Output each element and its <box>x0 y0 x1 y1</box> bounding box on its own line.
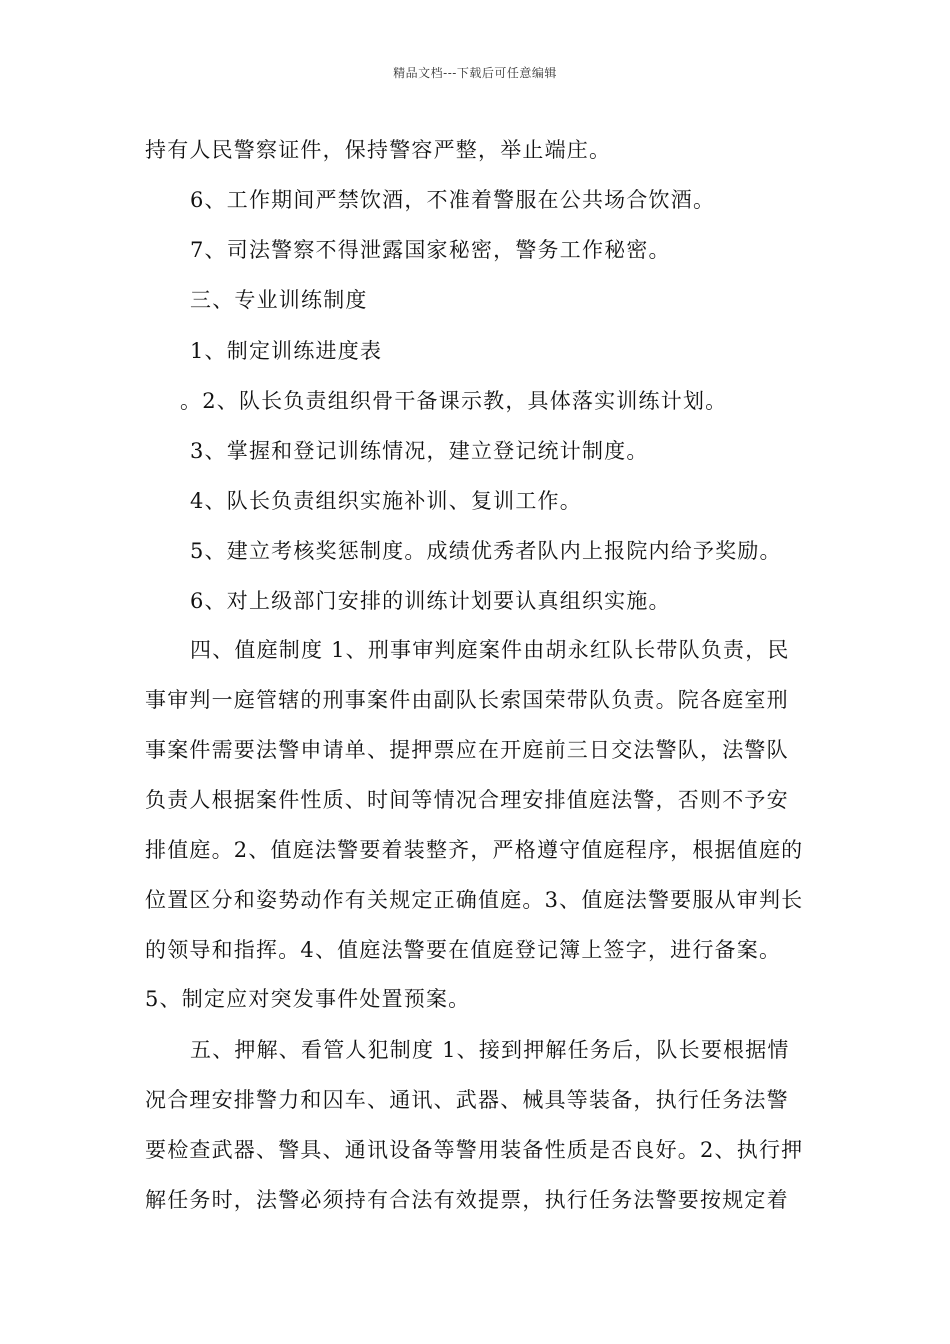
text-line: 持有人民警察证件，保持警容严整，举止端庄。 <box>145 138 612 162</box>
text-line: 6、工作期间严禁饮酒，不准着警服在公共场合饮酒。 <box>190 188 716 212</box>
text-line: 要检查武器、警具、通讯设备等警用装备性质是否良好。2、执行押 <box>145 1138 804 1162</box>
text-line: 。2、队长负责组织骨干备课示教，具体落实训练计划。 <box>180 389 728 413</box>
text-line: 事案件需要法警申请单、提押票应在开庭前三日交法警队，法警队 <box>145 738 789 762</box>
text-line: 6、对上级部门安排的训练计划要认真组织实施。 <box>190 589 671 613</box>
section-heading: 四、值庭制度 1、刑事审判庭案件由胡永红队长带队负责，民 <box>190 638 790 662</box>
text-line: 3、掌握和登记训练情况，建立登记统计制度。 <box>190 439 649 463</box>
text-line: 7、司法警察不得泄露国家秘密，警务工作秘密。 <box>190 238 671 262</box>
page-header: 精品文档---下载后可任意编辑 <box>393 66 557 80</box>
text-line: 事审判一庭管辖的刑事案件由副队长索国荣带队负责。院各庭室刑 <box>145 688 789 712</box>
text-line: 况合理安排警力和囚车、通讯、武器、械具等装备，执行任务法警 <box>145 1088 789 1112</box>
section-heading: 五、押解、看管人犯制度 1、接到押解任务后，队长要根据情 <box>190 1038 790 1062</box>
text-line: 1、制定训练进度表 <box>190 339 383 363</box>
text-line: 4、队长负责组织实施补训、复训工作。 <box>190 489 582 513</box>
text-line: 位置区分和姿势动作有关规定正确值庭。3、值庭法警要服从审判长 <box>145 888 804 912</box>
text-line: 5、建立考核奖惩制度。成绩优秀者队内上报院内给予奖励。 <box>190 539 782 563</box>
text-line: 的领导和指挥。4、值庭法警要在值庭登记簿上签字，进行备案。 <box>145 938 782 962</box>
text-line: 负责人根据案件性质、时间等情况合理安排值庭法警，否则不予安 <box>145 788 789 812</box>
text-line: 5、制定应对突发事件处置预案。 <box>145 987 471 1011</box>
text-line: 排值庭。2、值庭法警要着装整齐，严格遵守值庭程序，根据值庭的 <box>145 838 804 862</box>
text-line: 解任务时，法警必须持有合法有效提票，执行任务法警要按规定着 <box>145 1188 789 1212</box>
section-heading: 三、专业训练制度 <box>190 288 368 312</box>
